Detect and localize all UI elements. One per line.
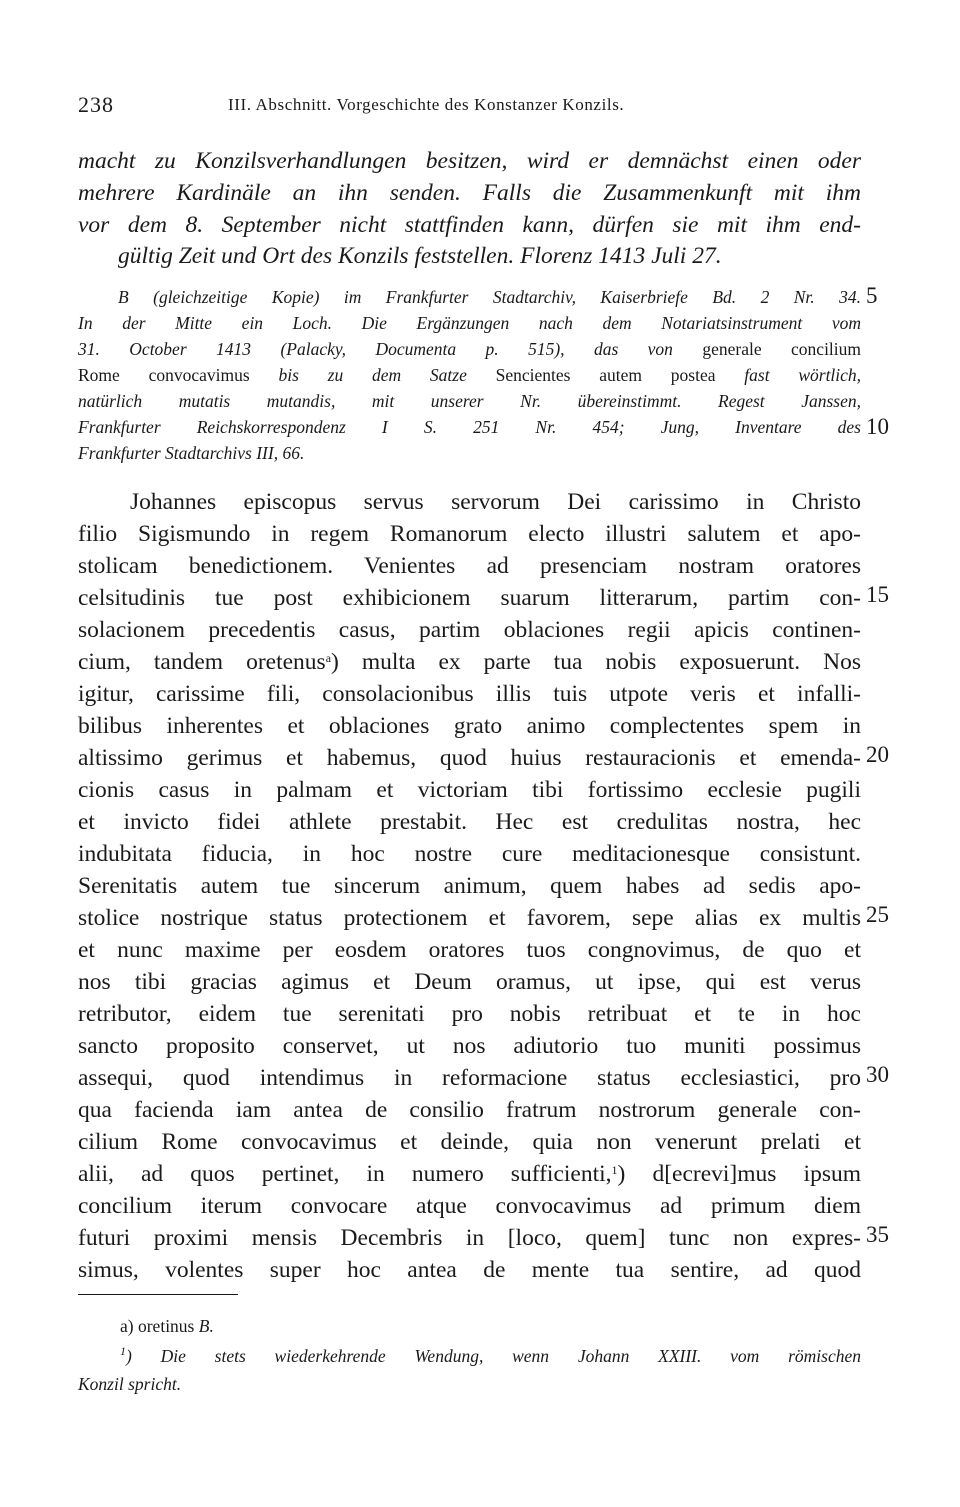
source-note-segment: bis zu dem Satze xyxy=(278,365,467,385)
footnote-1-continuation: Konzil spricht. xyxy=(78,1374,182,1394)
footnote-a xyxy=(120,1312,420,1340)
body-line: et invicto fidei athlete prestabit. Hec est credulitas nostra, hec xyxy=(78,809,861,835)
footnote-ref-a: a xyxy=(325,651,332,665)
body-line: nos tibi gracias agimus et Deum oramus, ut ipse, qui est verus xyxy=(78,969,861,995)
footnote-text: ) Die stets wiederkehrende Wendung, wenn Johann XXIII. vom römischen xyxy=(126,1346,861,1366)
body-line: stolicam benedictionem. Venientes ad presenciam nostram oratores xyxy=(78,553,861,579)
margin-line-number: 15 xyxy=(866,582,889,607)
body-line: Johannes episcopus servus servorum Dei carissimo in Christo xyxy=(130,489,861,515)
body-text: cium, tandem oretenus xyxy=(78,649,326,675)
source-note-segment: Rome convocavimus xyxy=(78,365,250,385)
body-line: indubitata fiducia, in hoc nostre cure meditacionesque consistunt. xyxy=(78,841,861,867)
margin-line-number: 25 xyxy=(866,902,889,927)
source-note-line: Frankfurter Stadtarchivs III, 66. xyxy=(78,443,305,463)
body-text: ) multa ex parte tua nobis exposuerunt. Nos xyxy=(331,649,861,675)
body-line: Serenitatis autem tue sincerum animum, quem habes ad sedis apo- xyxy=(78,873,861,899)
source-note-segment: fast wörtlich, xyxy=(744,365,862,385)
footnote-divider xyxy=(78,1294,238,1295)
body-line: simus, volentes super hoc antea de mente tua sentire, ad quod xyxy=(78,1257,861,1283)
body-line: retributor, eidem tue serenitati pro nobis retribuat et te in hoc xyxy=(78,1001,861,1027)
source-note-line: natürlich mutatis mutandis, mit unserer Nr. übereinstimmt. Regest Janssen, xyxy=(78,391,861,411)
body-line: assequi, quod intendimus in reformacione status ecclesiastici, pro xyxy=(78,1065,861,1091)
margin-line-number: 10 xyxy=(866,414,889,439)
body-line: filio Sigismundo in regem Romanorum electo illustri salutem et apo- xyxy=(78,521,861,547)
body-line xyxy=(78,1158,861,1190)
page-header xyxy=(78,92,878,122)
margin-line-number: 35 xyxy=(866,1222,889,1247)
body-line: solacionem precedentis casus, partim oblaciones regii apicis continen- xyxy=(78,617,861,643)
footnote-mark: 1 xyxy=(120,1344,126,1358)
body-line: bilibus inherentes et oblaciones grato animo complectentes spem in xyxy=(78,713,861,739)
footnote-1 xyxy=(120,1342,861,1370)
body-line: celsitudinis tue post exhibicionem suarum litterarum, partim con- xyxy=(78,585,861,611)
abstract-line: mehrere Kardinäle an ihn senden. Falls die Zusammenkunft mit ihm xyxy=(78,180,861,206)
body-line: et nunc maxime per eosdem oratores tuos congnovimus, de quo et xyxy=(78,937,861,963)
body-text: ) d[ecrevi]mus ipsum xyxy=(617,1161,861,1187)
body-line: igitur, carissime fili, consolacionibus illis tuis utpote veris et infalli- xyxy=(78,681,861,707)
body-line: cionis casus in palmam et victoriam tibi fortissimo ecclesie pugili xyxy=(78,777,861,803)
body-line: futuri proximi mensis Decembris in [loco, quem] tunc non expres- xyxy=(78,1225,861,1251)
abstract-line: gültig Zeit und Ort des Konzils feststellen. Florenz 1413 Juli 27. xyxy=(118,243,722,269)
page-number: 238 xyxy=(78,92,114,117)
body-line xyxy=(78,646,861,678)
source-note-line: In der Mitte ein Loch. Die Ergänzungen nach dem Notariatsinstrument vom xyxy=(78,313,861,333)
footnote-mark: a) xyxy=(120,1316,134,1336)
abstract-line: vor dem 8. September nicht stattfinden kann, dürfen sie mit ihm end- xyxy=(78,212,861,238)
source-note-line xyxy=(78,362,861,388)
body-text: alii, ad quos pertinet, in numero sufficienti, xyxy=(78,1161,612,1187)
source-note-line: Frankfurter Reichskorrespondenz I S. 251 Nr. 454; Jung, Inventare des xyxy=(78,417,861,437)
running-head: III. Abschnitt. Vorgeschichte des Konstanzer Konzils. xyxy=(228,95,625,114)
footnote-text: oretinus xyxy=(137,1316,195,1336)
source-note-segment: Sencientes autem postea xyxy=(495,365,716,385)
footnote-ref-1: 1 xyxy=(611,1163,618,1177)
body-line: altissimo gerimus et habemus, quod huius restauracionis et emenda- xyxy=(78,745,861,771)
body-line: qua facienda iam antea de consilio fratrum nostrorum generale con- xyxy=(78,1097,861,1123)
body-line: stolice nostrique status protectionem et favorem, sepe alias ex multis xyxy=(78,905,861,931)
body-line: sancto proposito conservet, ut nos adiutorio tuo muniti possimus xyxy=(78,1033,861,1059)
source-note-segment: generale concilium xyxy=(702,339,862,359)
source-note-line: B (gleichzeitige Kopie) im Frankfurter Stadtarchiv, Kaiserbriefe Bd. 2 Nr. 34. xyxy=(118,287,861,307)
margin-line-number: 20 xyxy=(866,742,889,767)
body-line: concilium iterum convocare atque convocavimus ad primum diem xyxy=(78,1193,861,1219)
body-line: cilium Rome convocavimus et deinde, quia non venerunt prelati et xyxy=(78,1129,861,1155)
abstract-line: macht zu Konzilsverhandlungen besitzen, wird er demnächst einen oder xyxy=(78,148,861,174)
margin-line-number: 30 xyxy=(866,1062,889,1087)
source-note-segment: 31. October 1413 (Palacky, Documenta p. 515), das von xyxy=(78,339,673,359)
source-note-line xyxy=(78,336,861,362)
margin-line-number: 5 xyxy=(866,283,878,308)
footnote-sigil: B. xyxy=(198,1316,214,1336)
